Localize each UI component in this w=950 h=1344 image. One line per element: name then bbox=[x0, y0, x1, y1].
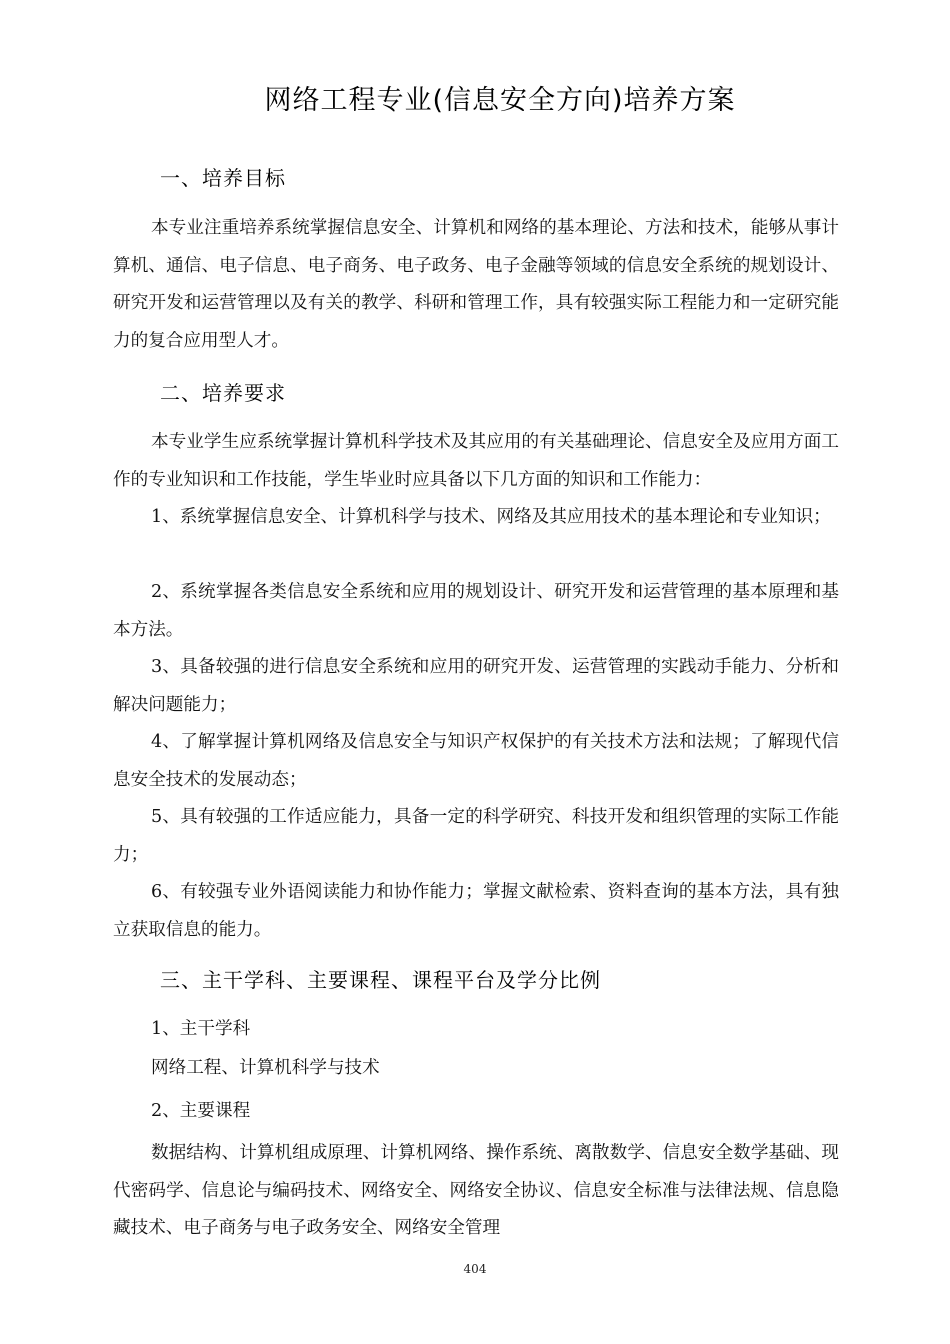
main-courses-content: 数据结构、计算机组成原理、计算机网络、操作系统、离散数学、信息安全数学基础、现代密码学、信息论与编码技术、网络安全、网络安全协议、信息安全标准与法律法规、信息隐藏技术、电子商务与电子政务安全、网络安全管理 bbox=[113, 1143, 839, 1238]
section-heading-disciplines-courses: 三、主干学科、主要课程、课程平台及学分比例 bbox=[160, 968, 601, 992]
main-discipline-label: 1、主干学科 bbox=[151, 1019, 251, 1039]
requirement-item-1: 1、系统掌握信息安全、计算机科学与技术、网络及其应用技术的基本理论和专业知识； bbox=[151, 507, 831, 527]
main-discipline-content: 网络工程、计算机科学与技术 bbox=[151, 1058, 380, 1078]
section-heading-requirements: 二、培养要求 bbox=[160, 381, 286, 405]
page-number: 404 bbox=[463, 1262, 487, 1276]
main-courses-label: 2、主要课程 bbox=[151, 1101, 251, 1121]
page-title: 网络工程专业(信息安全方向)培养方案 bbox=[264, 85, 736, 116]
requirement-item-2: 2、系统掌握各类信息安全系统和应用的规划设计、研究开发和运营管理的基本原理和基本方法。 bbox=[113, 582, 839, 640]
requirement-item-3: 3、具备较强的进行信息安全系统和应用的研究开发、运营管理的实践动手能力、分析和解决问题能力； bbox=[113, 657, 839, 715]
requirements-intro: 本专业学生应系统掌握计算机科学技术及其应用的有关基础理论、信息安全及应用方面工作的专业知识和工作技能，学生毕业时应具备以下几方面的知识和工作能力： bbox=[113, 432, 839, 490]
section-heading-objectives: 一、培养目标 bbox=[160, 166, 286, 190]
requirement-item-4: 4、了解掌握计算机网络及信息安全与知识产权保护的有关技术方法和法规；了解现代信息安全技术的发展动态； bbox=[113, 732, 839, 790]
requirement-item-6: 6、有较强专业外语阅读能力和协作能力；掌握文献检索、资料查询的基本方法，具有独立获取信息的能力。 bbox=[113, 882, 839, 940]
objectives-paragraph: 本专业注重培养系统掌握信息安全、计算机和网络的基本理论、方法和技术，能够从事计算机、通信、电子信息、电子商务、电子政务、电子金融等领域的信息安全系统的规划设计、研究开发和运营管理以及有关的教学、科研和管理工作，具有较强实际工程能力和一定研究能力的复合应用型人才。 bbox=[113, 218, 839, 351]
requirement-item-5: 5、具有较强的工作适应能力，具备一定的科学研究、科技开发和组织管理的实际工作能力； bbox=[113, 807, 839, 865]
